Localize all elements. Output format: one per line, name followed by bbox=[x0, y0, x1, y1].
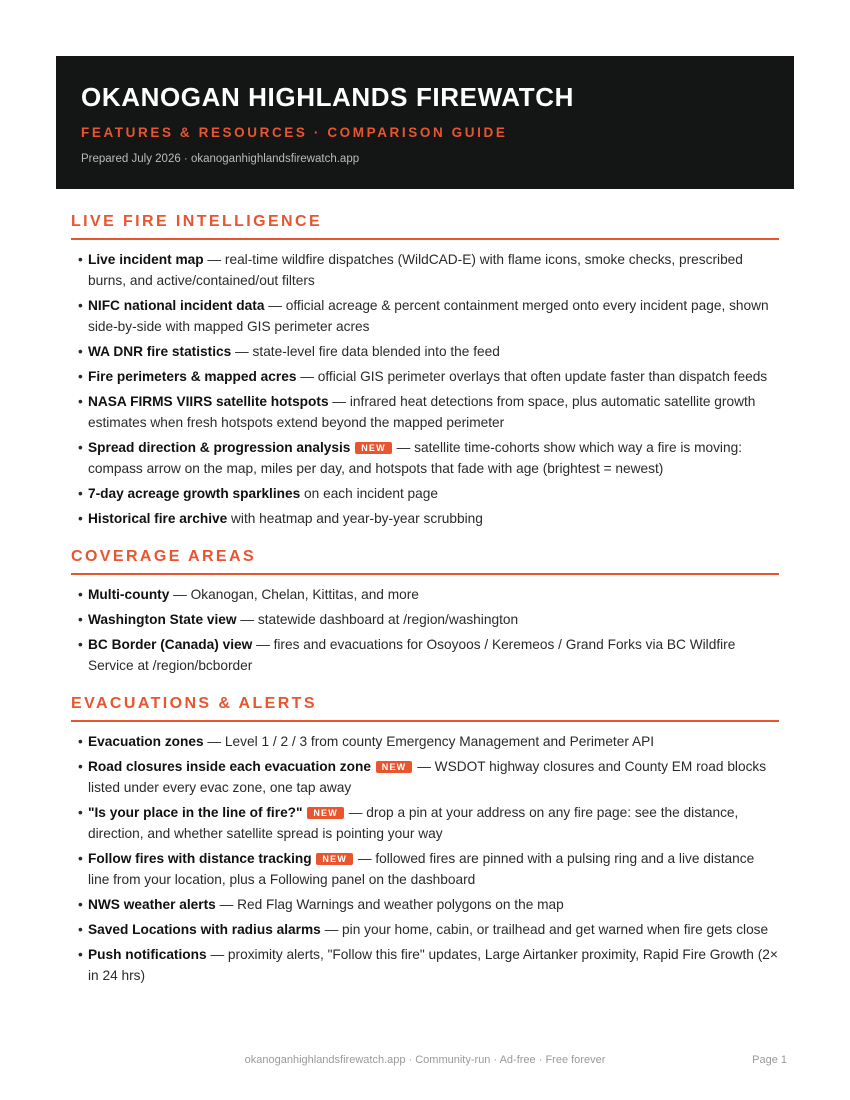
feature-item bbox=[71, 249, 779, 291]
feature-description: — WSDOT highway closures and County EM road blocks listed under every evac zone, one tap away bbox=[88, 759, 767, 795]
feature-description: — Okanogan, Chelan, Kittitas, and more bbox=[169, 587, 419, 602]
feature-description: — drop a pin at your address on any fire page: see the distance, direction, and whether satellite spread is pointing your way bbox=[88, 805, 739, 841]
feature-item bbox=[71, 919, 779, 940]
bullet-icon: • bbox=[78, 612, 83, 627]
bullet-icon: • bbox=[78, 851, 83, 866]
document-meta: Prepared July 2026 · okanoganhighlandsfirewatch.app bbox=[81, 153, 360, 165]
document-content bbox=[71, 212, 779, 1004]
feature-item bbox=[71, 437, 779, 479]
feature-item bbox=[71, 756, 779, 798]
bullet-icon: • bbox=[78, 369, 83, 384]
feature-name: 7-day acreage growth sparklines bbox=[88, 486, 301, 501]
feature-name: NIFC national incident data bbox=[88, 298, 265, 313]
feature-description: — pin your home, cabin, or trailhead and get warned when fire gets close bbox=[320, 922, 769, 937]
section bbox=[71, 547, 779, 676]
feature-item bbox=[71, 944, 779, 986]
feature-item bbox=[71, 894, 779, 915]
bullet-icon: • bbox=[78, 947, 83, 962]
feature-name: Historical fire archive bbox=[88, 511, 228, 526]
document-title: OKANOGAN HIGHLANDS FIREWATCH bbox=[81, 82, 574, 112]
section-title: COVERAGE AREAS bbox=[71, 547, 779, 575]
bullet-icon: • bbox=[78, 511, 83, 526]
bullet-icon: • bbox=[78, 587, 83, 602]
feature-name: Push notifications bbox=[88, 947, 207, 962]
feature-name: Follow fires with distance tracking bbox=[88, 851, 312, 866]
section-title: EVACUATIONS & ALERTS bbox=[71, 694, 779, 722]
feature-name: Spread direction & progression analysis bbox=[88, 440, 351, 455]
new-badge: NEW bbox=[355, 442, 392, 454]
feature-name: NASA FIRMS VIIRS satellite hotspots bbox=[88, 394, 329, 409]
feature-name: Multi-county bbox=[88, 587, 170, 602]
feature-item bbox=[71, 609, 779, 630]
feature-item bbox=[71, 295, 779, 337]
feature-name: Live incident map bbox=[88, 252, 204, 267]
feature-name: BC Border (Canada) view bbox=[88, 637, 253, 652]
new-badge: NEW bbox=[307, 807, 344, 819]
feature-description: — statewide dashboard at /region/washington bbox=[236, 612, 519, 627]
bullet-icon: • bbox=[78, 344, 83, 359]
section bbox=[71, 212, 779, 529]
bullet-icon: • bbox=[78, 897, 83, 912]
feature-name: Road closures inside each evacuation zone bbox=[88, 759, 371, 774]
bullet-icon: • bbox=[78, 394, 83, 409]
feature-description: — satellite time-cohorts show which way a fire is moving: compass arrow on the map, miles per day, and hotspots that fade with age (brightest = newest) bbox=[88, 440, 742, 476]
bullet-icon: • bbox=[78, 298, 83, 313]
feature-description: — Level 1 / 2 / 3 from county Emergency Management and Perimeter API bbox=[203, 734, 655, 749]
section bbox=[71, 694, 779, 986]
feature-description: — followed fires are pinned with a pulsing ring and a live distance line from your location, plus a Following panel on the dashboard bbox=[88, 851, 755, 887]
page-number: Page 1 bbox=[752, 1054, 787, 1066]
feature-item bbox=[71, 366, 779, 387]
bullet-icon: • bbox=[78, 440, 83, 455]
new-badge: NEW bbox=[316, 853, 353, 865]
feature-list bbox=[71, 584, 779, 676]
bullet-icon: • bbox=[78, 805, 83, 820]
feature-item bbox=[71, 634, 779, 676]
feature-description: — official GIS perimeter overlays that often update faster than dispatch feeds bbox=[296, 369, 768, 384]
document-header bbox=[56, 56, 794, 189]
feature-name: "Is your place in the line of fire?" bbox=[88, 805, 303, 820]
feature-name: NWS weather alerts bbox=[88, 897, 216, 912]
feature-description: — fires and evacuations for Osoyoos / Keremeos / Grand Forks via BC Wildfire Service at /region/bcborder bbox=[88, 637, 736, 673]
footer-text: okanoganhighlandsfirewatch.app · Community-run · Ad-free · Free forever bbox=[244, 1054, 606, 1066]
bullet-icon: • bbox=[78, 922, 83, 937]
feature-list bbox=[71, 249, 779, 529]
bullet-icon: • bbox=[78, 252, 83, 267]
bullet-icon: • bbox=[78, 486, 83, 501]
feature-description: — infrared heat detections from space, plus automatic satellite growth estimates when fresh hotspots extend beyond the mapped perimeter bbox=[88, 394, 756, 430]
feature-item bbox=[71, 391, 779, 433]
bullet-icon: • bbox=[78, 637, 83, 652]
feature-item bbox=[71, 483, 779, 504]
feature-name: Washington State view bbox=[88, 612, 237, 627]
feature-item bbox=[71, 584, 779, 605]
feature-name: WA DNR fire statistics bbox=[88, 344, 232, 359]
feature-name: Fire perimeters & mapped acres bbox=[88, 369, 297, 384]
feature-description: on each incident page bbox=[300, 486, 438, 501]
feature-item bbox=[71, 731, 779, 752]
new-badge: NEW bbox=[376, 761, 413, 773]
feature-description: — official acreage & percent containment merged onto every incident page, shown side-by-side with mapped GIS perimeter acres bbox=[88, 298, 769, 334]
feature-description: with heatmap and year-by-year scrubbing bbox=[227, 511, 483, 526]
feature-item bbox=[71, 341, 779, 362]
feature-description: — proximity alerts, "Follow this fire" updates, Large Airtanker proximity, Rapid Fire Growth (2× in 24 hrs) bbox=[88, 947, 778, 983]
feature-list bbox=[71, 731, 779, 986]
bullet-icon: • bbox=[78, 759, 83, 774]
feature-description: — real-time wildfire dispatches (WildCAD-E) with flame icons, smoke checks, prescribed burns, and active/contained/out filters bbox=[88, 252, 743, 288]
feature-item bbox=[71, 508, 779, 529]
feature-description: — state-level fire data blended into the feed bbox=[231, 344, 500, 359]
feature-item bbox=[71, 848, 779, 890]
feature-name: Evacuation zones bbox=[88, 734, 204, 749]
feature-name: Saved Locations with radius alarms bbox=[88, 922, 321, 937]
bullet-icon: • bbox=[78, 734, 83, 749]
document-subtitle: FEATURES & RESOURCES · COMPARISON GUIDE bbox=[81, 125, 508, 140]
section-title: LIVE FIRE INTELLIGENCE bbox=[71, 212, 779, 240]
feature-description: — Red Flag Warnings and weather polygons on the map bbox=[215, 897, 564, 912]
feature-item bbox=[71, 802, 779, 844]
